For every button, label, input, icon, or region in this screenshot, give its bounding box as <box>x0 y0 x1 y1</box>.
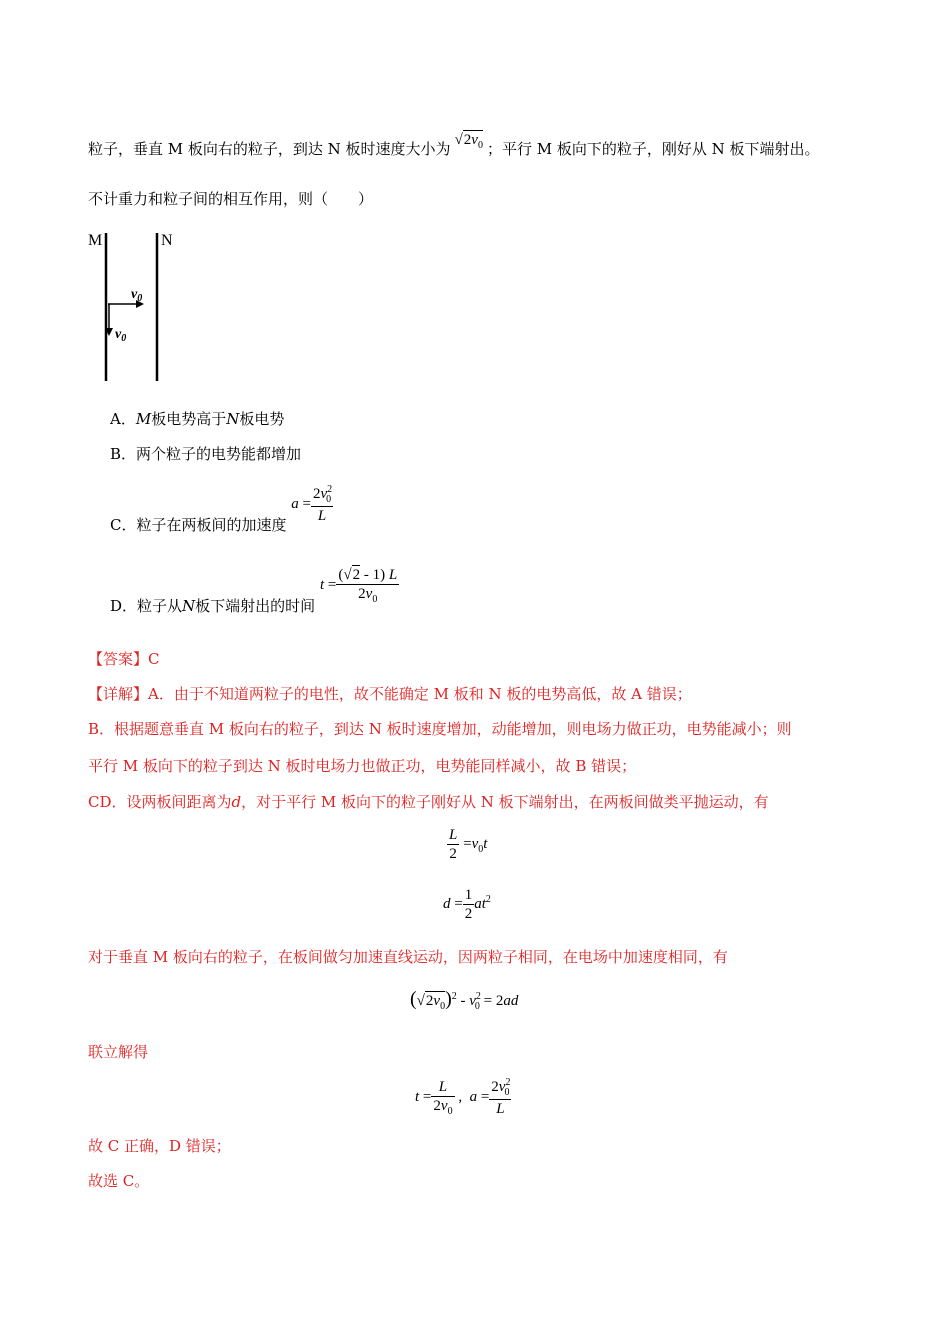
final-choice: 故选 C。 <box>88 1172 150 1190</box>
equation-1: $\frac{L}{2}$ $=v_0t$ <box>449 827 488 862</box>
question-line-1-a: 粒子，垂直 M 板向右的粒子，到达 N 板时速度大小为 <box>88 140 451 158</box>
answer-label: 【答案】C <box>88 650 160 668</box>
v0-right-label: $v_0$ <box>131 287 143 304</box>
detail-a: 【详解】A．由于不知道两粒子的电性，故不能确定 M 板和 N 板的电势高低，故 A 错误； <box>88 685 692 703</box>
question-line-1 <box>88 132 820 162</box>
joint-solve: 联立解得 <box>88 1043 149 1061</box>
detail-perpendicular: 对于垂直 M 板向右的粒子，在板间做匀加速直线运动，因两粒子相同，在电场中加速度相同，有 <box>88 948 728 966</box>
plates-figure <box>84 228 194 388</box>
conclusion: 故 C 正确，D 错误； <box>88 1137 231 1155</box>
detail-b-line-1: B．根据题意垂直 M 板向右的粒子，到达 N 板时速度增加，动能增加，则电场力做正功，电势能减小；则 <box>88 720 792 738</box>
question-line-1-b: ；平行 M 板向下的粒子，刚好从 N 板下端射出。 <box>486 140 820 158</box>
option-b[interactable]: B．两个粒子的电势能都增加 <box>110 445 302 463</box>
option-d[interactable]: D．粒子从N板下端射出的时间 t = $\frac{(√2 - 1) L}{2v_0}$ <box>110 567 398 615</box>
option-c[interactable]: C．粒子在两板间的加速度 a = $\frac{2v^2_0}{L}$ <box>110 484 333 534</box>
equation-2: d = $\frac{1}{2}$ $at^2$ <box>443 887 491 922</box>
question-line-2: 不计重力和粒子间的相互作用，则（ ） <box>88 190 374 208</box>
equation-4: t = $\frac{L}{2v_0}$ , a = $\frac{2v^2_0}{L}$ <box>415 1077 511 1117</box>
v0-down-label: $v_0$ <box>115 327 127 344</box>
detail-b-line-2: 平行 M 板向下的粒子到达 N 板时电场力也做正功，电势能同样减小，故 B 错误； <box>88 757 637 775</box>
option-c-formula: a = $\frac{2v^2_0}{L}$ <box>291 484 333 524</box>
detail-cd: CD．设两板间距离为d，对于平行 M 板向下的粒子刚好从 N 板下端射出，在两板间做类平抛运动，有 <box>88 793 769 811</box>
equation-3: $(√2v_0)^2 - v^2_0 = 2ad$ <box>410 988 519 1012</box>
option-a[interactable]: A．M板电势高于N板电势 <box>110 410 285 428</box>
plate-m-label: M <box>88 232 103 249</box>
sqrt2-v0-formula: $√2v_0$ <box>454 132 483 151</box>
option-d-formula: t = $\frac{(√2 - 1) L}{2v_0}$ <box>319 567 398 605</box>
plate-n-label: N <box>161 232 173 249</box>
